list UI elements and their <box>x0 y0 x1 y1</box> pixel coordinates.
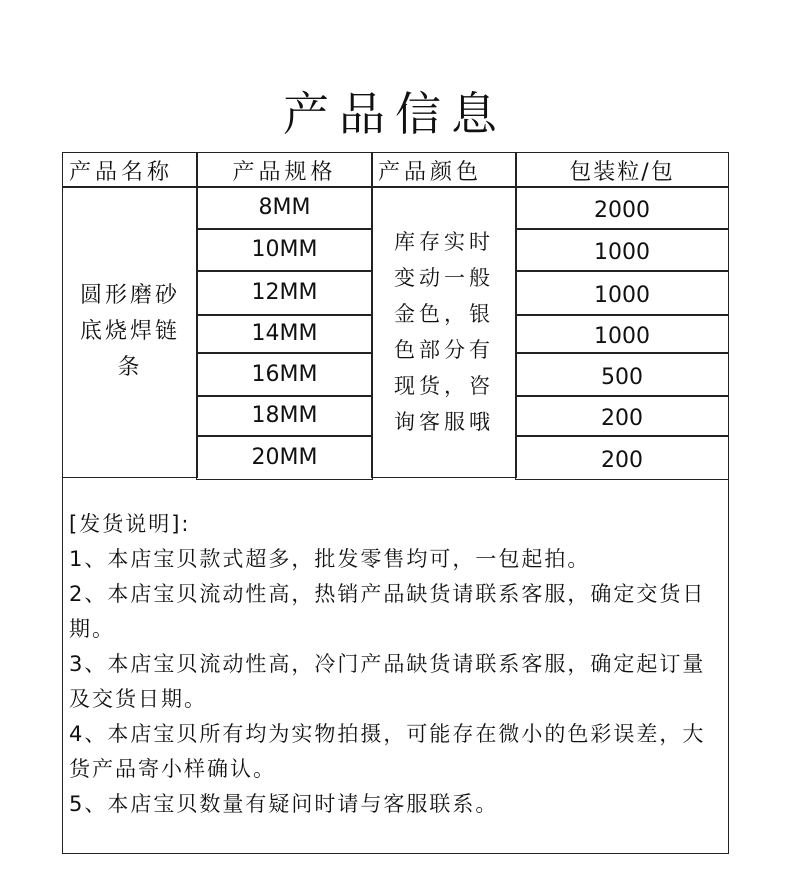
product-color-cell: 库存实时变动一般金色，银色部分有现货，咨询客服哦 <box>371 186 517 478</box>
note-line: 3、本店宝贝流动性高，冷门产品缺货请联系客服，确定起订量及交货日期。 <box>69 652 706 711</box>
shipping-notes <box>62 477 729 854</box>
spec-cell: 16MM <box>196 352 373 397</box>
pack-count-cell: 500 <box>515 352 729 397</box>
spec-cell: 8MM <box>196 186 373 230</box>
pack-count-cell: 1000 <box>515 228 729 272</box>
header-product-spec: 产品规格 <box>196 152 373 188</box>
notes-heading: [发货说明]: <box>69 512 191 536</box>
spec-cell: 14MM <box>196 314 373 354</box>
note-line: 4、本店宝贝所有均为实物拍摄，可能存在微小的色彩误差，大货产品寄小样确认。 <box>69 722 706 781</box>
spec-cell: 20MM <box>196 435 373 480</box>
header-product-color: 产品颜色 <box>371 152 517 188</box>
page-title: 产品信息 <box>283 87 507 141</box>
header-product-name: 产品名称 <box>62 152 198 188</box>
spec-cell: 18MM <box>196 395 373 437</box>
product-name-cell: 圆形磨砂底烧焊链条 <box>62 186 198 478</box>
pack-count-cell: 200 <box>515 435 729 480</box>
pack-count-cell: 2000 <box>515 186 729 230</box>
note-line: 1、本店宝贝款式超多，批发零售均可，一包起拍。 <box>69 547 591 571</box>
spec-cell: 12MM <box>196 270 373 316</box>
note-line: 5、本店宝贝数量有疑问时请与客服联系。 <box>69 792 499 816</box>
note-line: 2、本店宝贝流动性高，热销产品缺货请联系客服，确定交货日期。 <box>69 582 706 641</box>
pack-count-cell: 1000 <box>515 270 729 316</box>
header-pack-count: 包装粒/包 <box>515 152 729 188</box>
pack-count-cell: 200 <box>515 395 729 437</box>
pack-count-cell: 1000 <box>515 314 729 354</box>
spec-cell: 10MM <box>196 228 373 272</box>
